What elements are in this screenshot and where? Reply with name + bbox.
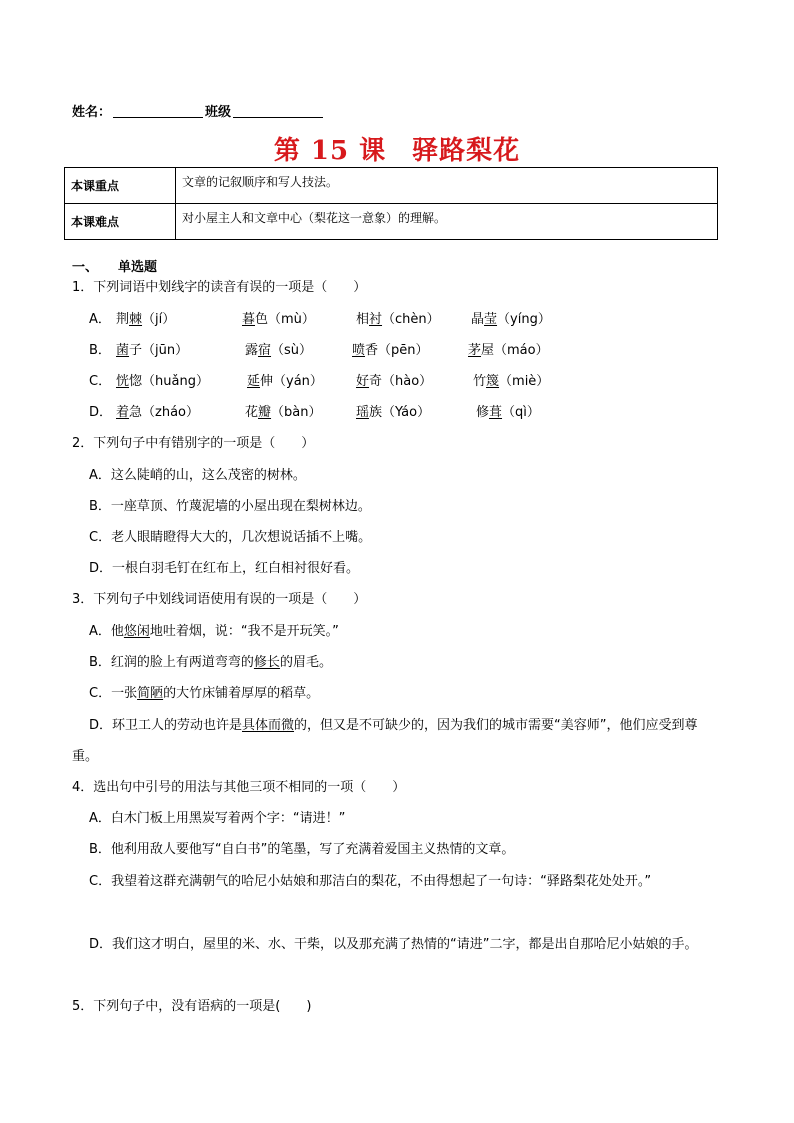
q1-c-word3: 好奇（hào） — [356, 374, 433, 389]
q1-d-word3: 瑶族（Yáo） — [356, 405, 431, 420]
q4-option-a: A．白木门板上用黑炭写着两个字：“请进！” — [89, 811, 346, 826]
q1-c-word4: 竹篾（miè） — [473, 374, 550, 389]
q4-stem: 4．选出句中引号的用法与其他三项不相同的一项（ ） — [72, 780, 406, 795]
q1-b-word3: 喷香（pēn） — [352, 343, 429, 358]
q2-option-a: A．这么陡峭的山，这么茂密的树林。 — [89, 468, 306, 483]
difficulty-label: 本课难点 — [65, 204, 176, 240]
lesson-name: 驿路梨花 — [412, 136, 521, 166]
q2-option-c: C．老人眼睛瞪得大大的，几次想说话插不上嘴。 — [89, 530, 372, 545]
q1-d-word1: 着急（zháo） — [116, 405, 199, 420]
q2-stem: 2．下列句子中有错别字的一项是（ ） — [72, 436, 315, 451]
q4-option-d: D．我们这才明白，屋里的米、水、干柴，以及那充满了热情的“请进”二字，都是出自那哈尼小姑娘的手。 — [89, 937, 698, 952]
section-number: 一、 — [72, 260, 99, 275]
name-blank[interactable] — [113, 117, 203, 118]
q1-c-word1: 恍惚（huǎng） — [116, 374, 209, 389]
key-points-table — [64, 167, 718, 240]
student-info-line — [72, 101, 325, 120]
q1-d-word4: 修葺（qì） — [476, 405, 540, 420]
q1-a-word2: 暮色（mù） — [242, 312, 315, 327]
q4-option-b: B．他利用敌人要他写“自白书”的笔墨，写了充满着爱国主义热情的文章。 — [89, 842, 515, 857]
table-row — [65, 168, 718, 204]
key-point-value: 文章的记叙顺序和写人技法。 — [176, 168, 718, 204]
difficulty-value: 对小屋主人和文章中心（梨花这一意象）的理解。 — [176, 204, 718, 240]
q1-option-a-letter: A． — [89, 312, 111, 327]
q1-option-c-letter: C． — [89, 374, 112, 389]
section-title: 单选题 — [118, 260, 158, 275]
lesson-number: 第 15 课 — [273, 136, 387, 166]
q3-option-d: D．环卫工人的劳动也许是具体而微的，但又是不可缺少的，因为我们的城市需要“美容师”，他们应受到尊重。 — [72, 718, 698, 764]
q2-option-d: D．一根白羽毛钉在红布上，红白相衬很好看。 — [89, 561, 360, 576]
key-point-label: 本课重点 — [65, 168, 176, 204]
q1-option-b-letter: B． — [89, 343, 111, 358]
q1-option-d-letter: D． — [89, 405, 113, 420]
lesson-title — [0, 130, 794, 167]
q1-stem: 1．下列词语中划线字的读音有误的一项是（ ） — [72, 280, 367, 295]
section-heading — [72, 256, 157, 275]
q3-stem: 3．下列句子中划线词语使用有误的一项是（ ） — [72, 592, 367, 607]
q1-d-word2: 花瓣（bàn） — [245, 405, 322, 420]
q3-option-b: B．红润的脸上有两道弯弯的修长的眉毛。 — [89, 655, 332, 670]
q3-option-c: C．一张简陋的大竹床铺着厚厚的稻草。 — [89, 686, 320, 701]
q2-option-b: B．一座草顶、竹蔑泥墙的小屋出现在梨树林边。 — [89, 499, 371, 514]
q4-option-c: C．我望着这群充满朝气的哈尼小姑娘和那洁白的梨花，不由得想起了一句诗：“驿路梨花处处开。” — [89, 874, 652, 889]
q1-b-word2: 露宿（sù） — [245, 343, 313, 358]
q3-option-a: A．他悠闲地吐着烟，说：“我不是开玩笑。” — [89, 624, 339, 639]
q5-stem: 5．下列句子中，没有语病的一项是( ) — [72, 999, 312, 1014]
q1-a-word4: 晶莹（yíng） — [471, 312, 551, 327]
class-label: 班级 — [205, 105, 232, 120]
q1-b-word1: 菌子（jūn） — [116, 343, 189, 358]
q1-a-word3: 相衬（chèn） — [356, 312, 440, 327]
table-row — [65, 204, 718, 240]
q1-a-word1: 荆棘（jí） — [116, 312, 176, 327]
q1-b-word4: 茅屋（máo） — [468, 343, 549, 358]
name-label: 姓名： — [72, 105, 112, 120]
class-blank[interactable] — [233, 117, 323, 118]
q1-c-word2: 延伸（yán） — [247, 374, 323, 389]
